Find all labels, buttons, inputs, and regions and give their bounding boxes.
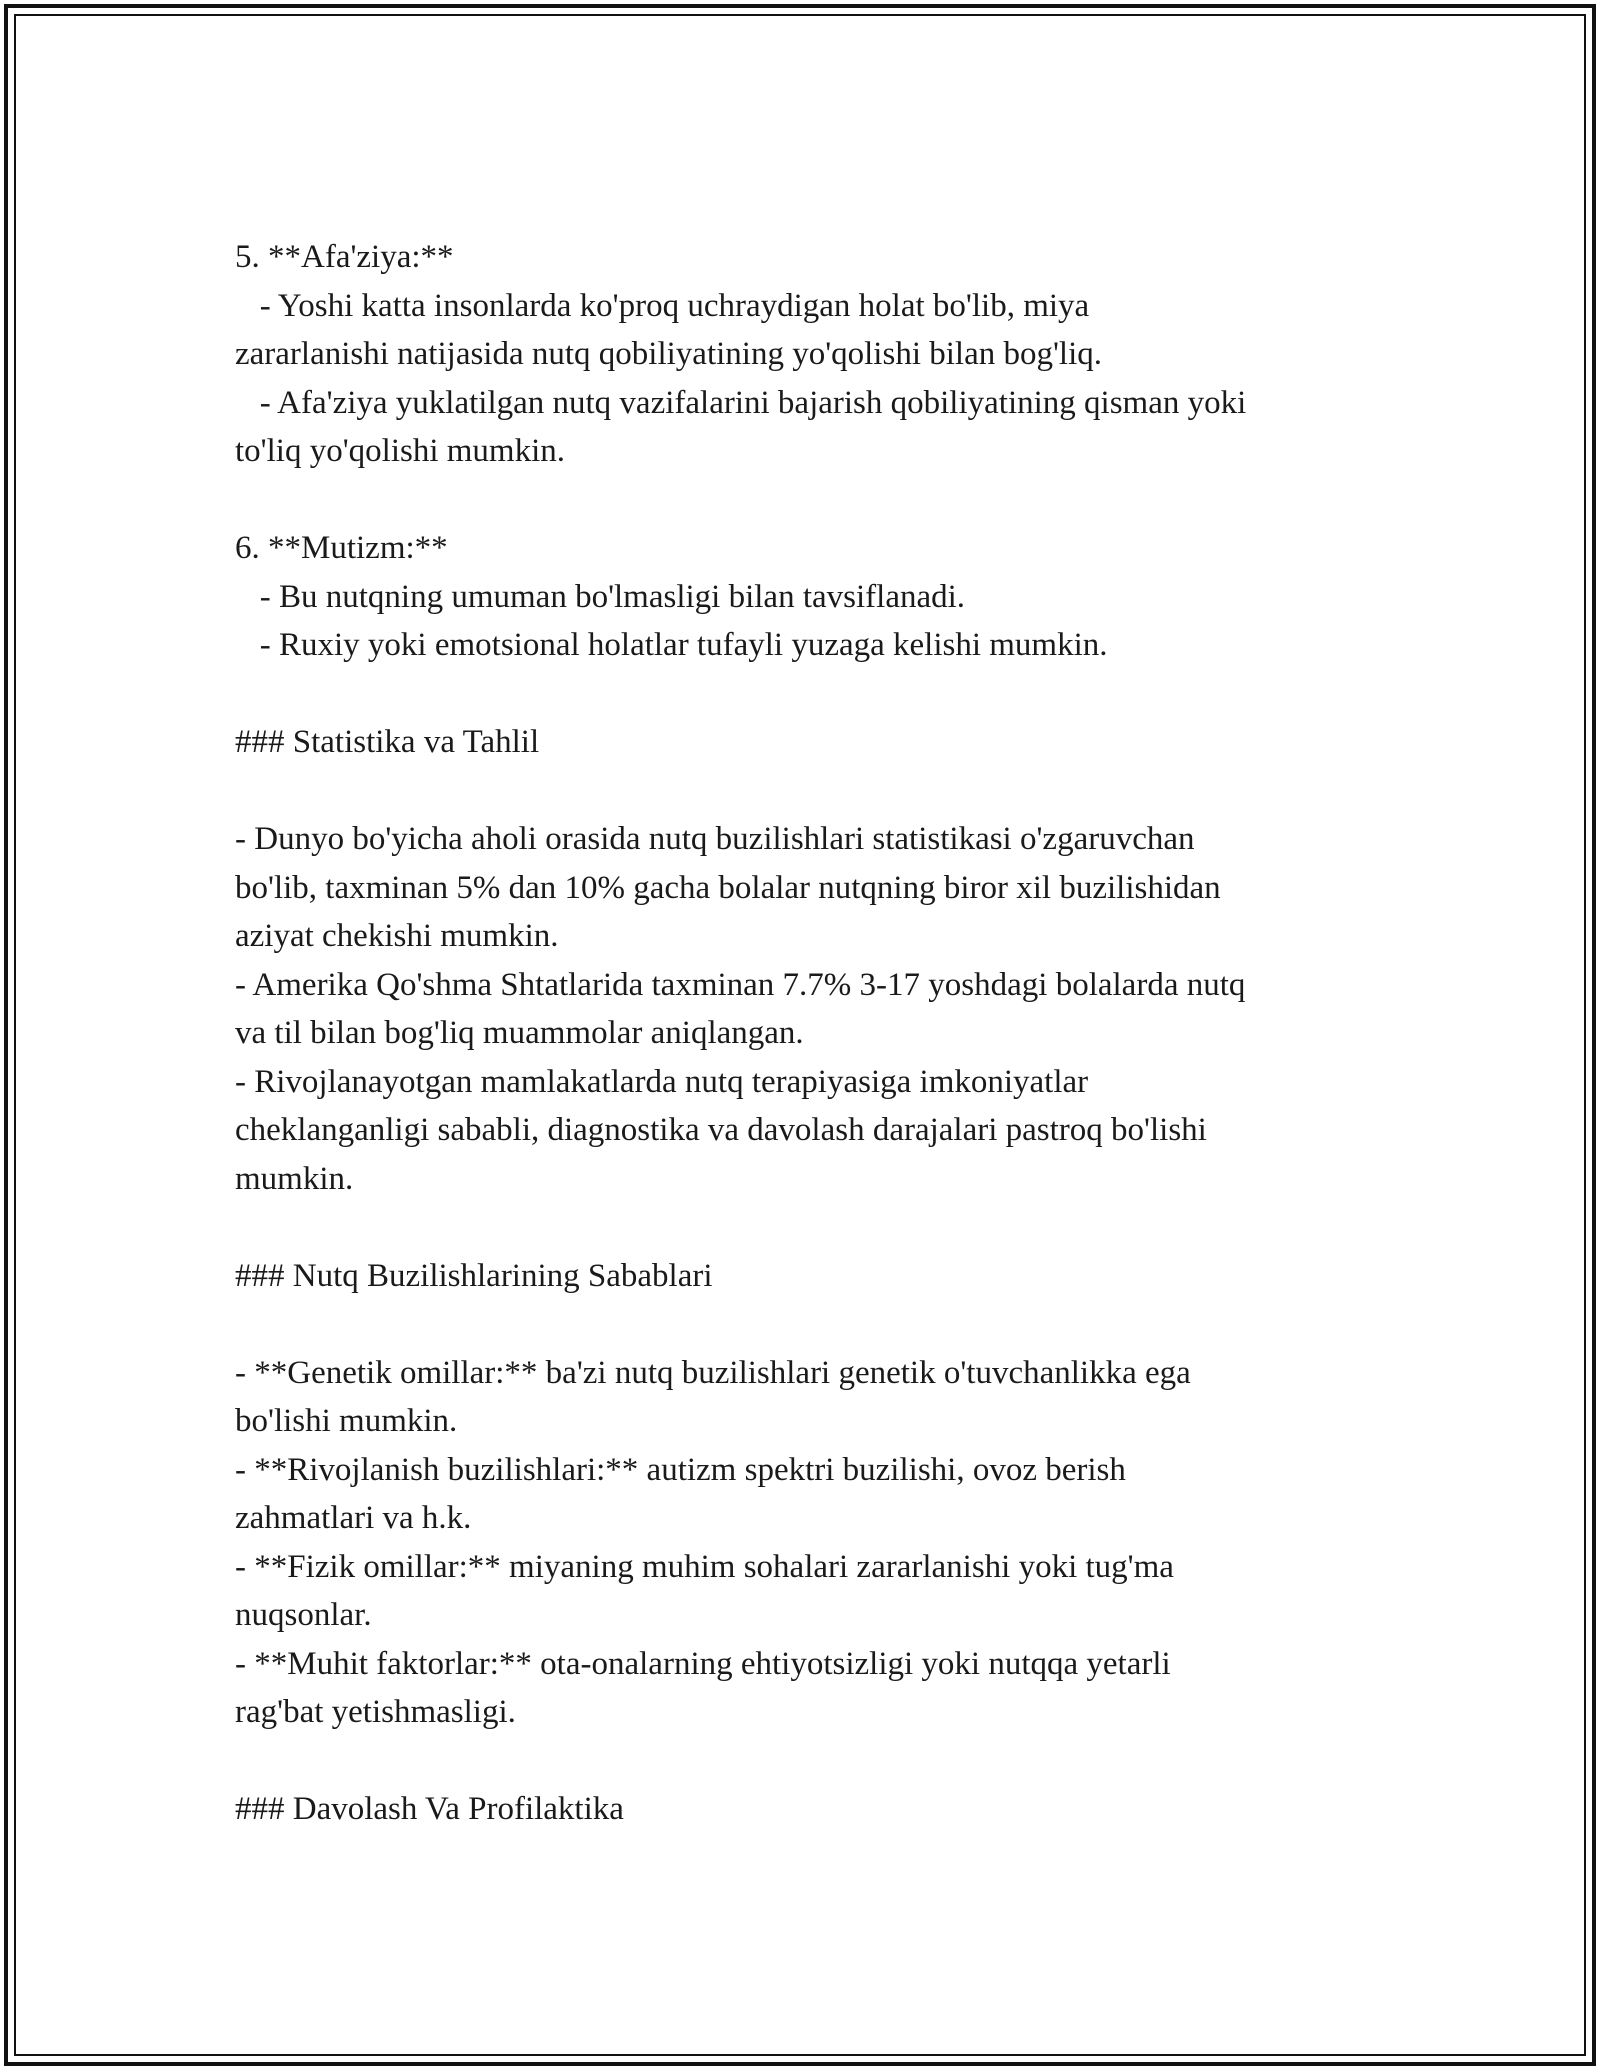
text-line: zararlanishi natijasida nutq qobiliyatining yo'qolishi bilan bog'liq.	[235, 336, 1103, 372]
blank-line	[235, 1737, 1375, 1786]
text-line: cheklanganligi sababli, diagnostika va davolash darajalari pastroq bo'lishi	[235, 1112, 1207, 1148]
list-item-heading-mutizm: 6. **Mutizm:**	[235, 530, 448, 566]
text-line: - **Genetik omillar:** ba'zi nutq buzilishlari genetik o'tuvchanlikka ega	[235, 1354, 1191, 1391]
section-heading-statistika: ### Statistika va Tahlil	[235, 724, 540, 760]
section-heading-davolash: ### Davolash Va Profilaktika	[235, 1791, 624, 1827]
text-line: - Dunyo bo'yicha aholi orasida nutq buzilishlari statistikasi o'zgaruvchan	[235, 821, 1195, 857]
text-line: - **Fizik omillar:** miyaning muhim sohalari zararlanishi yoki tug'ma	[235, 1548, 1174, 1585]
text-line: - Afa'ziya yuklatilgan nutq vazifalarini bajarish qobiliyatining qisman yoki	[235, 384, 1247, 421]
text-line: - **Rivojlanish buzilishlari:** autizm spektri buzilishi, ovoz berish	[235, 1451, 1126, 1488]
blank-line	[235, 476, 1375, 525]
text-line: - Rivojlanayotgan mamlakatlarda nutq terapiyasiga imkoniyatlar	[235, 1063, 1089, 1100]
text-line: bo'lishi mumkin.	[235, 1403, 458, 1439]
blank-line	[235, 1300, 1375, 1349]
text-line: rag'bat yetishmasligi.	[235, 1694, 516, 1730]
text-line: - **Muhit faktorlar:** ota-onalarning ehtiyotsizligi yoki nutqqa yetarli	[235, 1645, 1171, 1682]
text-line: - Bu nutqning umuman bo'lmasligi bilan tavsiflanadi.	[235, 578, 966, 615]
text-line: aziyat chekishi mumkin.	[235, 918, 559, 954]
document-body	[235, 233, 1375, 1834]
text-line: - Ruxiy yoki emotsional holatlar tufayli yuzaga kelishi mumkin.	[235, 627, 1108, 663]
text-line: - Amerika Qo'shma Shtatlarida taxminan 7.7% 3-17 yoshdagi bolalarda nutq	[235, 966, 1246, 1003]
blank-line	[235, 1203, 1375, 1252]
blank-line	[235, 670, 1375, 719]
section-heading-sabablari: ### Nutq Buzilishlarining Sabablari	[235, 1257, 713, 1294]
text-line: va til bilan bog'liq muammolar aniqlangan.	[235, 1015, 804, 1051]
list-item-heading-afaziya: 5. **Afa'ziya:**	[235, 239, 454, 275]
blank-line	[235, 767, 1375, 816]
text-line: - Yoshi katta insonlarda ko'proq uchraydigan holat bo'lib, miya	[235, 287, 1090, 324]
text-line: nuqsonlar.	[235, 1597, 372, 1633]
text-line: mumkin.	[235, 1160, 354, 1197]
text-line: bo'lib, taxminan 5% dan 10% gacha bolalar nutqning biror xil buzilishidan	[235, 869, 1221, 906]
text-line: to'liq yo'qolishi mumkin.	[235, 433, 565, 469]
text-line: zahmatlari va h.k.	[235, 1500, 472, 1536]
